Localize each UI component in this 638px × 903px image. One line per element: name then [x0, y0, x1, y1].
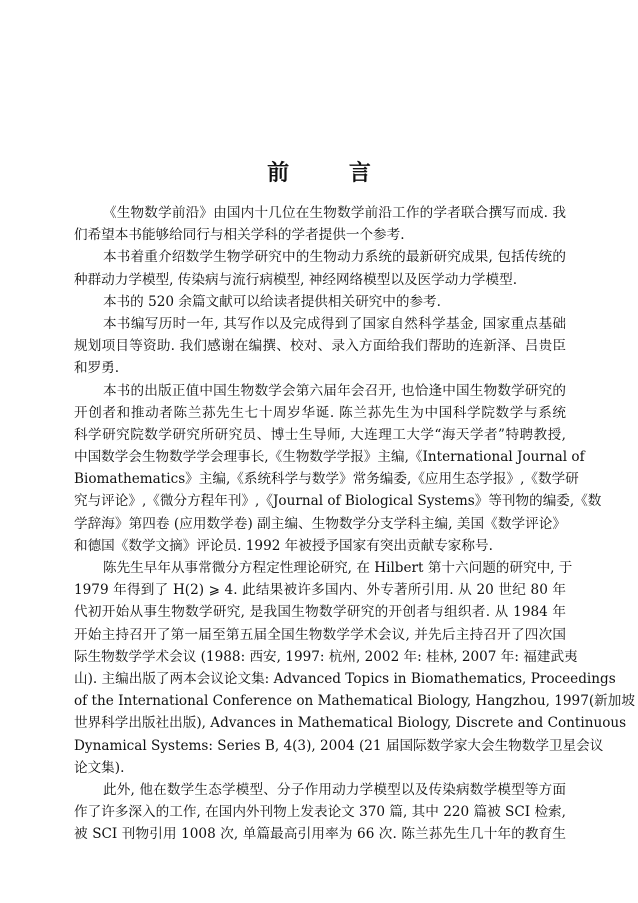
text-line: 科学研究院数学研究所研究员、博士生导师, 大连理工大学“海天学者”特聘教授, — [74, 426, 566, 443]
paragraph — [74, 557, 635, 779]
text-line: 本书的出版正值中国生物数学会第六届年会召开, 也恰逢中国生物数学研究的 — [103, 382, 566, 399]
text-line: Biomathematics》主编,《系统科学与数学》常务编委,《应用生态学报》,《数学研 — [74, 471, 579, 488]
text-line: 究与评论》,《微分方程年刊》,《Journal of Biological Systems》等刊物的编委,《数 — [74, 493, 602, 510]
paragraph — [74, 246, 566, 290]
text-line: 论文集). — [74, 759, 125, 776]
text-line: 们希望本书能够给同行与相关学科的学者提供一个参考. — [74, 227, 405, 244]
text-line: 世界科学出版社出版), Advances in Mathematical Biology, Discrete and Continuous — [74, 715, 627, 732]
text-line: 学辞海》第四卷 (应用数学卷) 副主编、生物数学分支学科主编, 美国《数学评论》 — [74, 515, 566, 532]
paragraph — [74, 291, 566, 313]
text-line: 中国数学会生物数学学会理事长,《生物数学学报》主编,《International Journal of — [74, 449, 585, 466]
text-line: 本书的 520 余篇文献可以给读者提供相关研究中的参考. — [103, 293, 441, 310]
paragraph — [74, 380, 602, 558]
paragraph — [74, 202, 566, 246]
text-line: 规划项目等资助. 我们感谢在编撰、校对、录入方面给我们帮助的连新泽、吕贵臣 — [74, 338, 566, 355]
text-line: 作了许多深入的工作, 在国内外刊物上发表论文 370 篇, 其中 220 篇被 SCI 检索, — [74, 804, 566, 821]
text-line: 本书编写历时一年, 其写作以及完成得到了国家自然科学基金, 国家重点基础 — [103, 315, 566, 332]
text-line: 被 SCI 刊物引用 1008 次, 单篇最高引用率为 66 次. 陈兰荪先生几十年的教育生 — [74, 826, 566, 843]
text-line: 开始主持召开了第一届至第五届全国生物数学学术会议, 并先后主持召开了四次国 — [74, 626, 566, 643]
preface-body — [74, 202, 635, 845]
text-line: 《生物数学前沿》由国内十几位在生物数学前沿工作的学者联合撰写而成. 我 — [103, 205, 566, 221]
text-line: 1979 年得到了 H(2) ⩾ 4. 此结果被许多国内、外专著所引用. 从 20 世纪 80 年 — [74, 582, 566, 599]
text-line: 陈先生早年从事常微分方程定性理论研究, 在 Hilbert 第十六问题的研究中, 于 — [103, 560, 573, 576]
page-title: 前 言 — [267, 160, 397, 186]
text-line: 代初开始从事生物数学研究, 是我国生物数学研究的开创者与组织者. 从 1984 年 — [74, 604, 566, 621]
text-line: Dynamical Systems: Series B, 4(3), 2004 (21 届国际数学家大会生物数学卫星会议 — [74, 737, 604, 754]
text-line: 山). 主编出版了两本会议论文集: Advanced Topics in Biomathematics, Proceedings — [74, 670, 616, 687]
text-line: 际生物数学学术会议 (1988: 西安, 1997: 杭州, 2002 年: 桂林, 2007 年: 福建武夷 — [74, 648, 578, 665]
paragraph — [74, 313, 566, 380]
text-line: 和德国《数学文摘》评论员. 1992 年被授予国家有突出贡献专家称号. — [74, 537, 493, 554]
text-line: 种群动力学模型, 传染病与流行病模型, 神经网络模型以及医学动力学模型. — [74, 271, 518, 288]
text-line: of the International Conference on Mathematical Biology, Hangzhou, 1997(新加坡 — [74, 693, 635, 710]
text-line: 此外, 他在数学生态学模型、分子作用动力学模型以及传染病数学模型等方面 — [103, 781, 566, 798]
paragraph — [74, 779, 566, 846]
text-line: 和罗勇. — [74, 360, 120, 377]
text-line: 开创者和推动者陈兰荪先生七十周岁华诞. 陈兰荪先生为中国科学院数学与系统 — [74, 404, 566, 421]
text-line: 本书着重介绍数学生物学研究中的生物动力系统的最新研究成果, 包括传统的 — [103, 249, 566, 266]
